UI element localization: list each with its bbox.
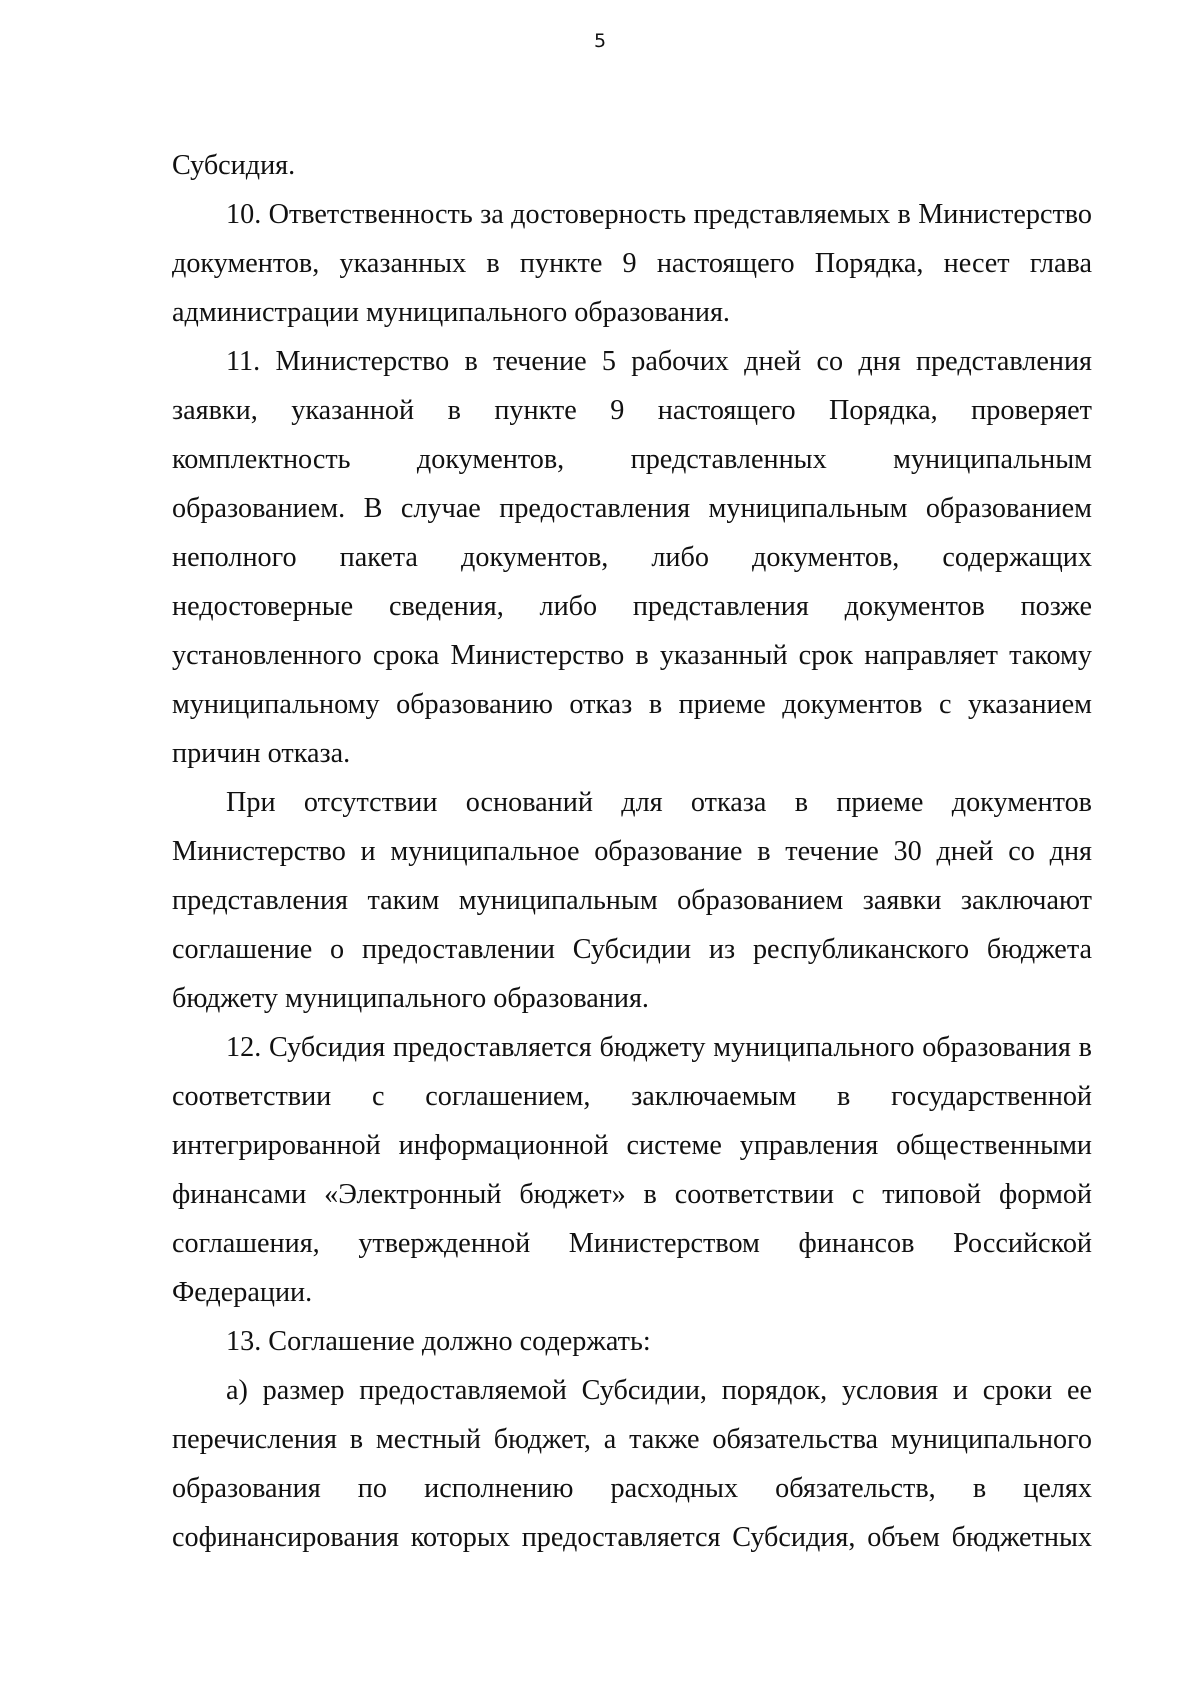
paragraph-continuation: Субсидия. (172, 150, 296, 181)
paragraph-11-continued: При отсутствии оснований для отказа в приеме документов Министерство и муниципальное образование в течение 30 дней со дня представления таким муниципальным образованием заявки заключают соглашение о предоставлении Субсидии из республиканского бюджета бюджету муниципального образования. (172, 787, 1092, 1014)
document-body (172, 141, 1092, 1562)
page-number: 5 (593, 30, 607, 52)
paragraph-10: 10. Ответственность за достоверность представляемых в Министерство документов, указанных в пункте 9 настоящего Порядка, несет глава администрации муниципального образования. (172, 199, 1092, 328)
paragraph-11: 11. Министерство в течение 5 рабочих дней со дня представления заявки, указанной в пункте 9 настоящего Порядка, проверяет комплектность документов, представленных муниципальным образованием. В случае предоставления муниципальным образованием неполного пакета документов, либо документов, содержащих недостоверные сведения, либо представления документов позже установленного срока Министерство в указанный срок направляет такому муниципальному образованию отказ в приеме документов с указанием причин отказа. (172, 346, 1092, 769)
paragraph-12: 12. Субсидия предоставляется бюджету муниципального образования в соответствии с соглашением, заключаемым в государственной интегрированной информационной системе управления общественными финансами «Электронный бюджет» в соответствии с типовой формой соглашения, утвержденной Министерством финансов Российской Федерации. (172, 1032, 1092, 1308)
paragraph-13-a: а) размер предоставляемой Субсидии, порядок, условия и сроки ее перечисления в местный бюджет, а также обязательства муниципального образования по исполнению расходных обязательств, в целях софинансирования которых предоставляется Субсидия, объем бюджетных (172, 1375, 1092, 1553)
paragraph-13: 13. Соглашение должно содержать: (226, 1326, 651, 1357)
